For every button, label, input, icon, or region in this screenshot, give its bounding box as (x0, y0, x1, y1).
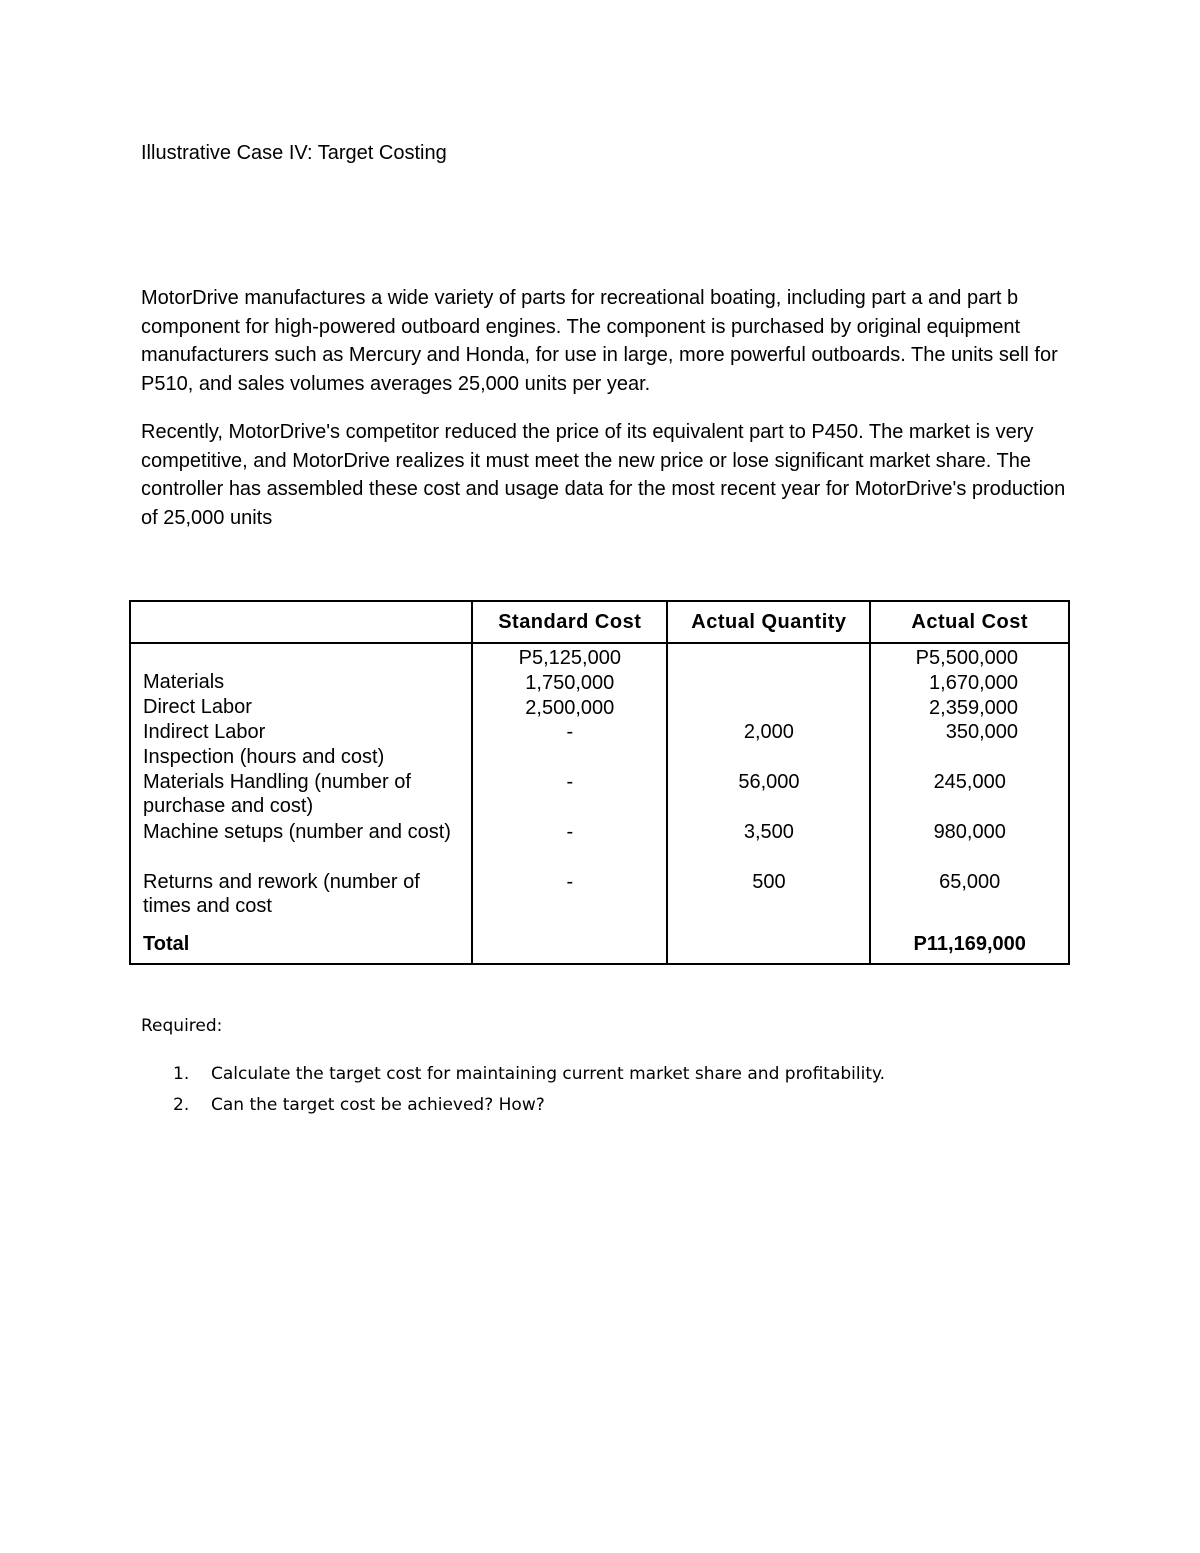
case-title: Illustrative Case IV: Target Costing (141, 142, 447, 164)
row-label-machine-setups: Machine setups (number and cost) (143, 821, 451, 843)
row-label-indirect-labor: Indirect Labor (143, 721, 266, 743)
actual-quantity-value: 56,000 (738, 771, 800, 793)
actual-cost-value: 350,000 (945, 721, 1018, 743)
required-heading: Required: (141, 1016, 223, 1036)
list-item-text: Can the target cost be achieved? How? (211, 1095, 545, 1115)
table-header-row (130, 601, 1069, 643)
total-empty-cell (667, 923, 870, 964)
total-row (130, 923, 1069, 964)
list-item-number: 2. (173, 1095, 190, 1115)
row-label-returns-rework: Returns and rework (number of times and cost (143, 871, 420, 917)
row-label-materials: Materials (143, 671, 225, 693)
actual-quantity-value: 500 (752, 871, 786, 893)
row-label-direct-labor: Direct Labor (143, 696, 252, 718)
total-value: P11,169,000 (913, 933, 1026, 955)
standard-cost-column (472, 643, 667, 923)
actual-quantity-column (667, 643, 870, 923)
table-body-row (130, 643, 1069, 923)
list-item (141, 1095, 885, 1126)
total-label: Total (143, 933, 190, 955)
total-label-cell (130, 923, 472, 964)
actual-quantity-value: 2,000 (743, 721, 794, 743)
total-value-cell (870, 923, 1069, 964)
intro-paragraph: MotorDrive manufactures a wide variety of parts for recreational boating, including part a and part b component for high-powered outboard engines. The component is purchased by original equipment manufacturers such as Mercury and Honda, for use in large, more powerful outboards. The units sell for P510, and sales volumes averages 25,000 units per year. (141, 287, 1058, 395)
standard-cost-value: - (566, 771, 574, 793)
header-actual-quantity: Actual Quantity (667, 601, 870, 643)
actual-cost-value: P5,500,000 (915, 647, 1018, 669)
total-empty-cell (472, 923, 667, 964)
actual-cost-value: 980,000 (933, 821, 1006, 843)
header-blank (130, 601, 472, 643)
standard-cost-value: 1,750,000 (525, 672, 615, 694)
competitor-paragraph: Recently, MotorDrive's competitor reduced the price of its equivalent part to P450. The market is very competitive, and MotorDrive realizes it must meet the new price or lose significant market share. The controller has assembled these cost and usage data for the most recent year for MotorDrive's production of 25,000 units (141, 421, 1066, 529)
header-actual-cost: Actual Cost (870, 601, 1069, 643)
row-label-materials-handling: Materials Handling (number of purchase and cost) (143, 771, 411, 817)
list-item (141, 1064, 885, 1095)
actual-quantity-value: 3,500 (743, 821, 794, 843)
list-item-text: Calculate the target cost for maintaining current market share and profitability. (211, 1064, 886, 1084)
standard-cost-value: P5,125,000 (518, 647, 621, 669)
actual-cost-column (870, 643, 1069, 923)
list-item-number: 1. (173, 1064, 190, 1084)
row-label-inspection: Inspection (hours and cost) (143, 746, 385, 768)
header-standard-cost: Standard Cost (472, 601, 667, 643)
labels-column (130, 643, 472, 923)
actual-cost-value: 2,359,000 (929, 697, 1018, 719)
actual-cost-value: 65,000 (939, 871, 1001, 893)
requirements-list (141, 1064, 885, 1126)
cost-table (129, 600, 1070, 965)
standard-cost-value: - (566, 871, 574, 893)
standard-cost-value: - (566, 721, 574, 743)
actual-cost-value: 245,000 (933, 771, 1006, 793)
standard-cost-value: - (566, 821, 574, 843)
actual-cost-value: 1,670,000 (929, 672, 1018, 694)
standard-cost-value: 2,500,000 (525, 697, 615, 719)
